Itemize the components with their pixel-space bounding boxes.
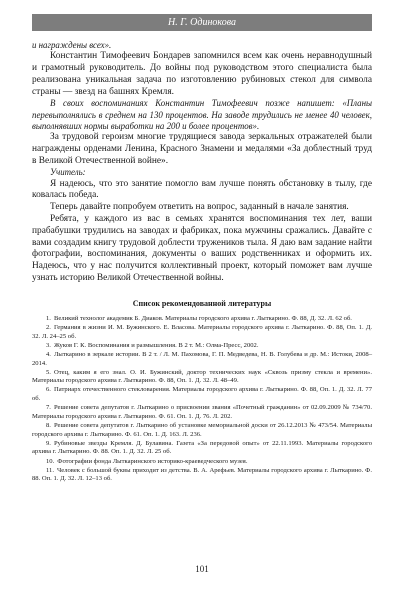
bibliography-title: Список рекомендованной литературы [132,298,272,308]
running-header [32,14,372,31]
body-paragraph: За трудовой героизм многие трудящиеся завода зеркальных отражателей были награждены орденами Ленина, Красного Знамени и медалями «За доблестный труд в Великой Отечественной войне». [32,132,372,166]
page-number: 101 [195,564,209,574]
body-paragraph: и награждены всех». [32,40,112,50]
bibliography-item [32,369,372,386]
bibliography-item-text: Рубиновые звезды Кремля. Д. Булавина. Газета «За передовой опыт» от 22.11.1993. Материалы городского архива г. Лыткарино. Ф. 88. Оп. 1. Д. 32. Л. 25 об. [32,439,372,456]
bibliography-item-number: 3. [46,341,51,349]
running-header-author: Н. Г. Одинокова [168,17,236,28]
body-paragraph: Константин Тимофеевич Бондарев запомнился всем как очень неравнодушный и грамотный руководитель. До войны под руководством этого специалиста была реализована уникальная задача по изготовлению рубиновых стекол для символа страны — звезд на башнях Кремля. [32,51,372,97]
bibliography-item-text: Великий технолог академик Б. Диаков. Материалы городского архива г. Лыткарино. Ф. 88, Д. 32. Л. 62 об. [53,314,352,322]
bibliography-item-number: 8. [46,422,51,430]
body-paragraph: Учитель: [50,167,86,178]
bibliography-item [32,422,372,439]
bibliography-item-text: Решение совета депутатов г. Лыткарино об установке мемориальной доски от 26.12.2013 № 473/54. Материалы городского архива г. Лыткарино. Ф. 61. Оп. 1. Д. 163. Л. 236. [32,422,372,438]
bibliography-item [32,342,372,351]
bibliography-item [32,404,372,421]
bibliography-item-text: Германия в жизни И. М. Бужинского. Е. Власова. Материалы городского архива г. Лыткарино. Ф. 88, Оп. 1. Д. 32. Л. 24–25 об. [32,323,372,340]
body-text [32,40,372,285]
bibliography-list [32,315,372,484]
bibliography-item-text: Отец, каким я его знал. О. И. Бужинский, доктор технических наук «Сквозь призму стекла и времени». Материалы городского архива г. Лыткарино. Ф. 88, Оп. 1. Д. 32. Л. 48–49. [32,368,372,385]
page-content [32,40,372,485]
bibliography-item-number: 6. [46,386,51,394]
bibliography-item [32,467,372,484]
bibliography-item-number: 4. [46,350,51,358]
bibliography-item-text: Человек с большой буквы приходит из детства. В. А. Арефьев. Материалы городского архива г. Лыткарино. Ф. 88. Оп. 1. Д. 32. Л. 12–13 об. [32,466,372,483]
bibliography-item [32,458,372,467]
bibliography-item-number: 5. [46,368,51,376]
body-paragraph: Теперь давайте попробуем ответить на вопрос, заданный в начале занятия. [50,202,349,213]
bibliography-item-text: Фотографии фонда Лыткаринского историко-краеведческого музея. [57,457,248,465]
bibliography-item [32,315,372,324]
bibliography-item-text: Лыткарино в зеркале истории. В 2 т. / Л. М. Пахомова, Г. П. Медведева, Н. В. Голубева и др. М.: Истоки, 2008–2014. [32,350,372,367]
bibliography-item-number: 7. [46,404,51,412]
body-paragraph: Ребята, у каждого из вас в семьях хранятся воспоминания тех лет, ваши прабабушки трудились на заводах и фабриках, пока мужчины сражались. Давайте с вами создадим книгу трудовой доблести тружеников тыла. Я даю вам задание найти фотографии, воспоминания, документы о ваших родственниках и оформить их. Надеюсь, что у нас получится коллективный проект, который поможет вам лучше узнать историю Великой Отечественной войны. [32,213,372,283]
bibliography-item [32,440,372,457]
bibliography-item-number: 2. [46,323,51,331]
bibliography-item-text: Жуков Г. К. Воспоминания и размышления. В 2 т. М.: Олма-Пресс, 2002. [53,341,259,349]
body-paragraph: Я надеюсь, что это занятие помогло вам лучше понять обстановку в тылу, где ковалась победа. [32,178,372,201]
body-paragraph: В своих воспоминаниях Константин Тимофеевич позже напишет: «Планы перевыполнялись в среднем на 130 процентов. На заводе трудились не менее 40 человек, выполнявших нормы выработки на 200 и более процентов». [32,98,372,131]
bibliography-item-number: 11. [46,466,54,474]
bibliography-item [32,351,372,368]
bibliography-item-number: 9. [46,439,51,447]
bibliography-item-text: Патриарх отечественного стекловарения. Материалы городского архива г. Лыткарино. Ф. 88, Оп. 1. Д. 32. Л. 77 об. [32,386,372,403]
bibliography-item-text: Решение совета депутатов г. Лыткарино о присвоении звания «Почетный гражданин» от 02.09.2009 № 734/70. Материалы городского архива г. Лыткарино. Ф. 61. Оп. 1. Д. 76. Л. 202. [32,404,372,420]
bibliography-item [32,324,372,341]
bibliography-item-number: 1. [46,314,51,322]
bibliography-item [32,386,372,403]
bibliography-item-number: 10. [46,457,55,465]
